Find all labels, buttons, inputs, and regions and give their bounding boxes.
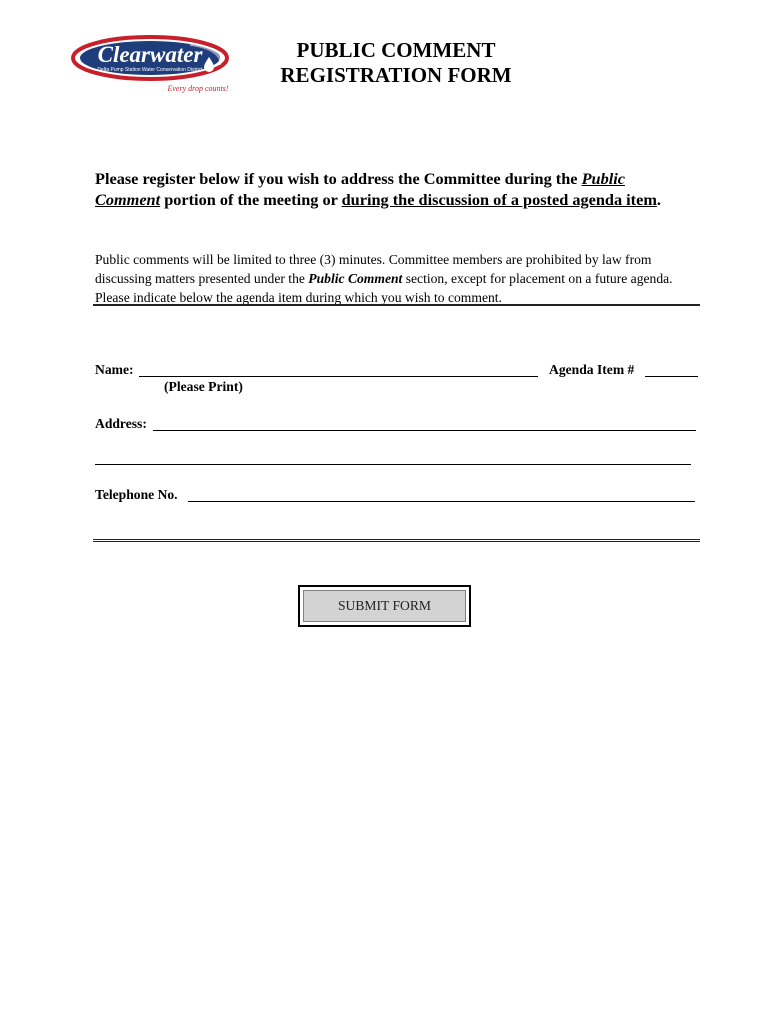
name-hint: (Please Print) xyxy=(164,379,243,394)
submit-form-button[interactable]: SUBMIT FORM xyxy=(298,585,471,627)
telephone-label: Telephone No. xyxy=(95,487,178,502)
page-title xyxy=(250,38,542,88)
rules-paragraph xyxy=(95,250,695,307)
divider-top xyxy=(93,304,700,306)
logo-name: Clearwater xyxy=(97,42,203,67)
agenda-item-field[interactable] xyxy=(645,376,698,377)
intro-agenda-item: during the discussion of a posted agenda item xyxy=(341,190,657,209)
rules-text-1: Public comments will be limited to three (3) minutes. Committee members are prohibited by law from discussing matters presented under the xyxy=(95,252,652,286)
name-field[interactable] xyxy=(139,376,538,377)
agenda-item-label: Agenda Item # xyxy=(549,362,635,377)
address-label: Address: xyxy=(95,416,147,431)
address-field-line-2[interactable] xyxy=(95,464,691,465)
clearwater-logo xyxy=(70,33,238,97)
telephone-field[interactable] xyxy=(188,501,695,502)
rules-emphasis: Public Comment xyxy=(308,271,403,286)
intro-public-comment: Public Comment xyxy=(95,169,626,209)
title-line-1: PUBLIC COMMENT xyxy=(296,38,496,62)
title-line-2: REGISTRATION FORM xyxy=(280,63,512,87)
intro-text-1: Please register below if you wish to address the Committee during the xyxy=(95,169,582,188)
address-field[interactable] xyxy=(153,430,696,431)
logo-subtitle: Delta Pump Station Water Conservation District xyxy=(97,67,203,73)
intro-text-2: portion of the meeting or xyxy=(160,190,342,209)
name-label: Name: xyxy=(95,362,134,377)
intro-text-3: . xyxy=(656,190,661,209)
intro-paragraph xyxy=(95,168,687,210)
divider-bottom xyxy=(93,539,700,542)
logo-tagline: Every drop counts! xyxy=(167,84,229,93)
rules-text-2: section, except for placement on a future agenda. Please indicate below the agenda item during which you wish to comment. xyxy=(95,271,673,305)
